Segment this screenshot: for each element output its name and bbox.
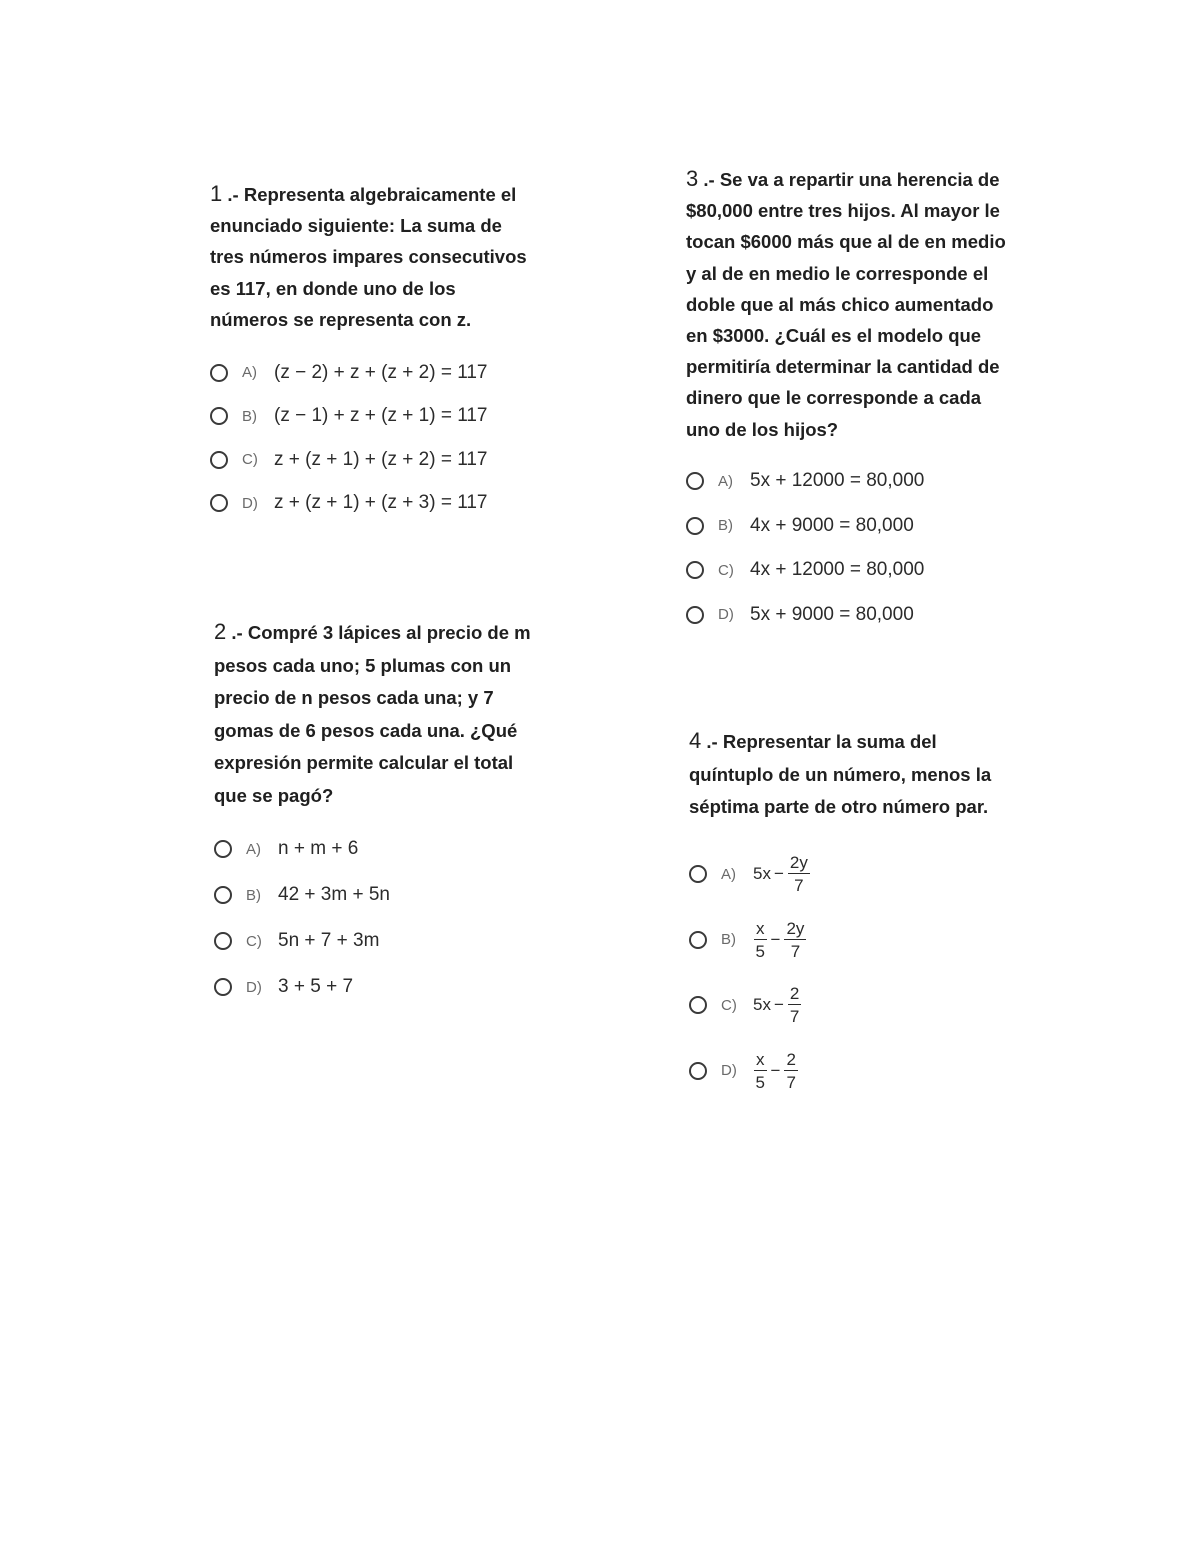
question-1-text: 1 .- Representa algebraicamente el enunciado siguiente: La suma de tres números impares consecutivos es 117, en donde uno de los números se representa con z. (210, 181, 527, 330)
fraction-numerator: x (756, 918, 765, 938)
radio-button[interactable] (689, 996, 707, 1014)
minus-sign: − (773, 864, 784, 884)
option-letter: C) (242, 451, 258, 469)
option-letter: B) (721, 931, 736, 949)
option-expression (753, 854, 811, 894)
fraction (788, 854, 810, 894)
radio-button[interactable] (686, 561, 704, 579)
option-letter: D) (246, 978, 262, 996)
option-expression (753, 1051, 799, 1091)
question-number: 4 (689, 728, 702, 753)
expr-term: 5x (753, 864, 771, 884)
option-expression: n + m + 6 (278, 838, 359, 859)
option-c[interactable] (686, 548, 1006, 593)
fraction-numerator: 2 (786, 1049, 796, 1069)
question-3-options (686, 459, 1006, 637)
radio-button[interactable] (686, 472, 704, 490)
option-d[interactable] (689, 1038, 1019, 1104)
fraction-numerator: x (756, 1049, 765, 1069)
option-a[interactable] (686, 459, 1006, 504)
question-number: 2 (214, 619, 227, 644)
option-letter: A) (246, 840, 261, 858)
option-letter: C) (718, 561, 734, 579)
radio-button[interactable] (689, 1062, 707, 1080)
option-letter: A) (242, 364, 257, 382)
option-expression: 5x + 12000 = 80,000 (750, 470, 925, 492)
option-b[interactable] (214, 872, 544, 918)
fraction-numerator: 2y (786, 918, 805, 938)
radio-button[interactable] (210, 494, 228, 512)
option-letter: B) (718, 517, 733, 535)
option-b[interactable] (689, 907, 1019, 973)
question-4 (689, 725, 1019, 1104)
radio-button[interactable] (686, 517, 704, 535)
option-letter: D) (242, 494, 258, 512)
fraction-denominator: 5 (755, 941, 765, 961)
fraction (754, 920, 767, 960)
option-expression: 4x + 9000 = 80,000 (750, 514, 914, 536)
option-a[interactable] (214, 826, 544, 872)
option-expression: (z − 1) + z + (z + 1) = 117 (274, 405, 488, 427)
radio-button[interactable] (689, 865, 707, 883)
question-1-options (210, 351, 530, 525)
question-3 (686, 163, 1006, 637)
option-letter: B) (246, 886, 261, 904)
option-expression: 3 + 5 + 7 (278, 976, 354, 997)
fraction-denominator: 7 (790, 941, 801, 961)
fraction-denominator: 7 (794, 876, 804, 896)
option-letter: D) (718, 606, 734, 624)
question-2-options (214, 826, 544, 1010)
option-expression: 42 + 3m + 5n (278, 884, 390, 905)
option-expression: z + (z + 1) + (z + 2) = 117 (274, 448, 488, 470)
radio-button[interactable] (214, 886, 232, 904)
option-a[interactable] (210, 351, 530, 395)
option-letter: B) (242, 407, 257, 425)
radio-button[interactable] (210, 451, 228, 469)
option-expression: 5x + 9000 = 80,000 (750, 603, 914, 625)
option-c[interactable] (214, 918, 544, 964)
question-number: 3 (686, 166, 699, 191)
radio-button[interactable] (214, 932, 232, 950)
fraction-denominator: 7 (789, 1007, 800, 1027)
option-expression: 5n + 7 + 3m (278, 930, 380, 951)
option-expression: 4x + 12000 = 80,000 (750, 559, 925, 581)
fraction-denominator: 5 (755, 1072, 765, 1092)
option-c[interactable] (210, 438, 530, 482)
option-expression: (z − 2) + z + (z + 2) = 117 (274, 361, 488, 383)
option-letter: A) (721, 865, 736, 883)
fraction (784, 920, 806, 960)
radio-button[interactable] (210, 364, 228, 382)
radio-button[interactable] (689, 931, 707, 949)
fraction-numerator: 2y (789, 853, 808, 873)
minus-sign: − (770, 929, 781, 949)
question-2 (214, 616, 544, 1010)
question-2-text: 2 .- Compré 3 lápices al precio de m pesos cada uno; 5 plumas con un precio de n pesos cada una; y 7 gomas de 6 pesos cada una. ¿Qué expresión permite calcular el total que se pagó? (214, 619, 531, 806)
question-4-options (689, 842, 1019, 1104)
option-d[interactable] (686, 592, 1006, 637)
minus-sign: − (770, 1060, 781, 1080)
fraction (754, 1051, 767, 1091)
option-expression: z + (z + 1) + (z + 3) = 117 (274, 492, 488, 514)
option-expression (753, 920, 807, 960)
fraction-denominator: 7 (786, 1072, 796, 1092)
question-1 (210, 178, 530, 525)
option-d[interactable] (214, 964, 544, 1010)
radio-button[interactable] (214, 978, 232, 996)
option-b[interactable] (210, 395, 530, 439)
fraction (788, 985, 801, 1025)
radio-button[interactable] (214, 840, 232, 858)
radio-button[interactable] (210, 407, 228, 425)
option-d[interactable] (210, 482, 530, 526)
option-letter: D) (721, 1062, 737, 1080)
option-letter: A) (718, 472, 733, 490)
option-letter: C) (721, 996, 737, 1014)
option-a[interactable] (689, 842, 1019, 908)
fraction-numerator: 2 (789, 984, 800, 1004)
radio-button[interactable] (686, 606, 704, 624)
option-c[interactable] (689, 973, 1019, 1039)
option-letter: C) (246, 932, 262, 950)
question-3-text: 3 .- Se va a repartir una herencia de $80,000 entre tres hijos. Al mayor le tocan $6000 más que al de en medio y al de en medio le corresponde el doble que al más chico aumentado en $3000. ¿Cuál es el modelo que permitiría determinar la cantidad de dinero que le corresponde a cada uno de los hijos? (686, 166, 1006, 440)
option-b[interactable] (686, 503, 1006, 548)
fraction (784, 1051, 797, 1091)
minus-sign: − (773, 995, 784, 1015)
question-4-text: 4 .- Representar la suma del quíntuplo de un número, menos la séptima parte de otro número par. (689, 728, 992, 817)
expr-term: 5x (753, 995, 771, 1015)
option-expression (753, 985, 802, 1025)
question-number: 1 (210, 181, 223, 206)
